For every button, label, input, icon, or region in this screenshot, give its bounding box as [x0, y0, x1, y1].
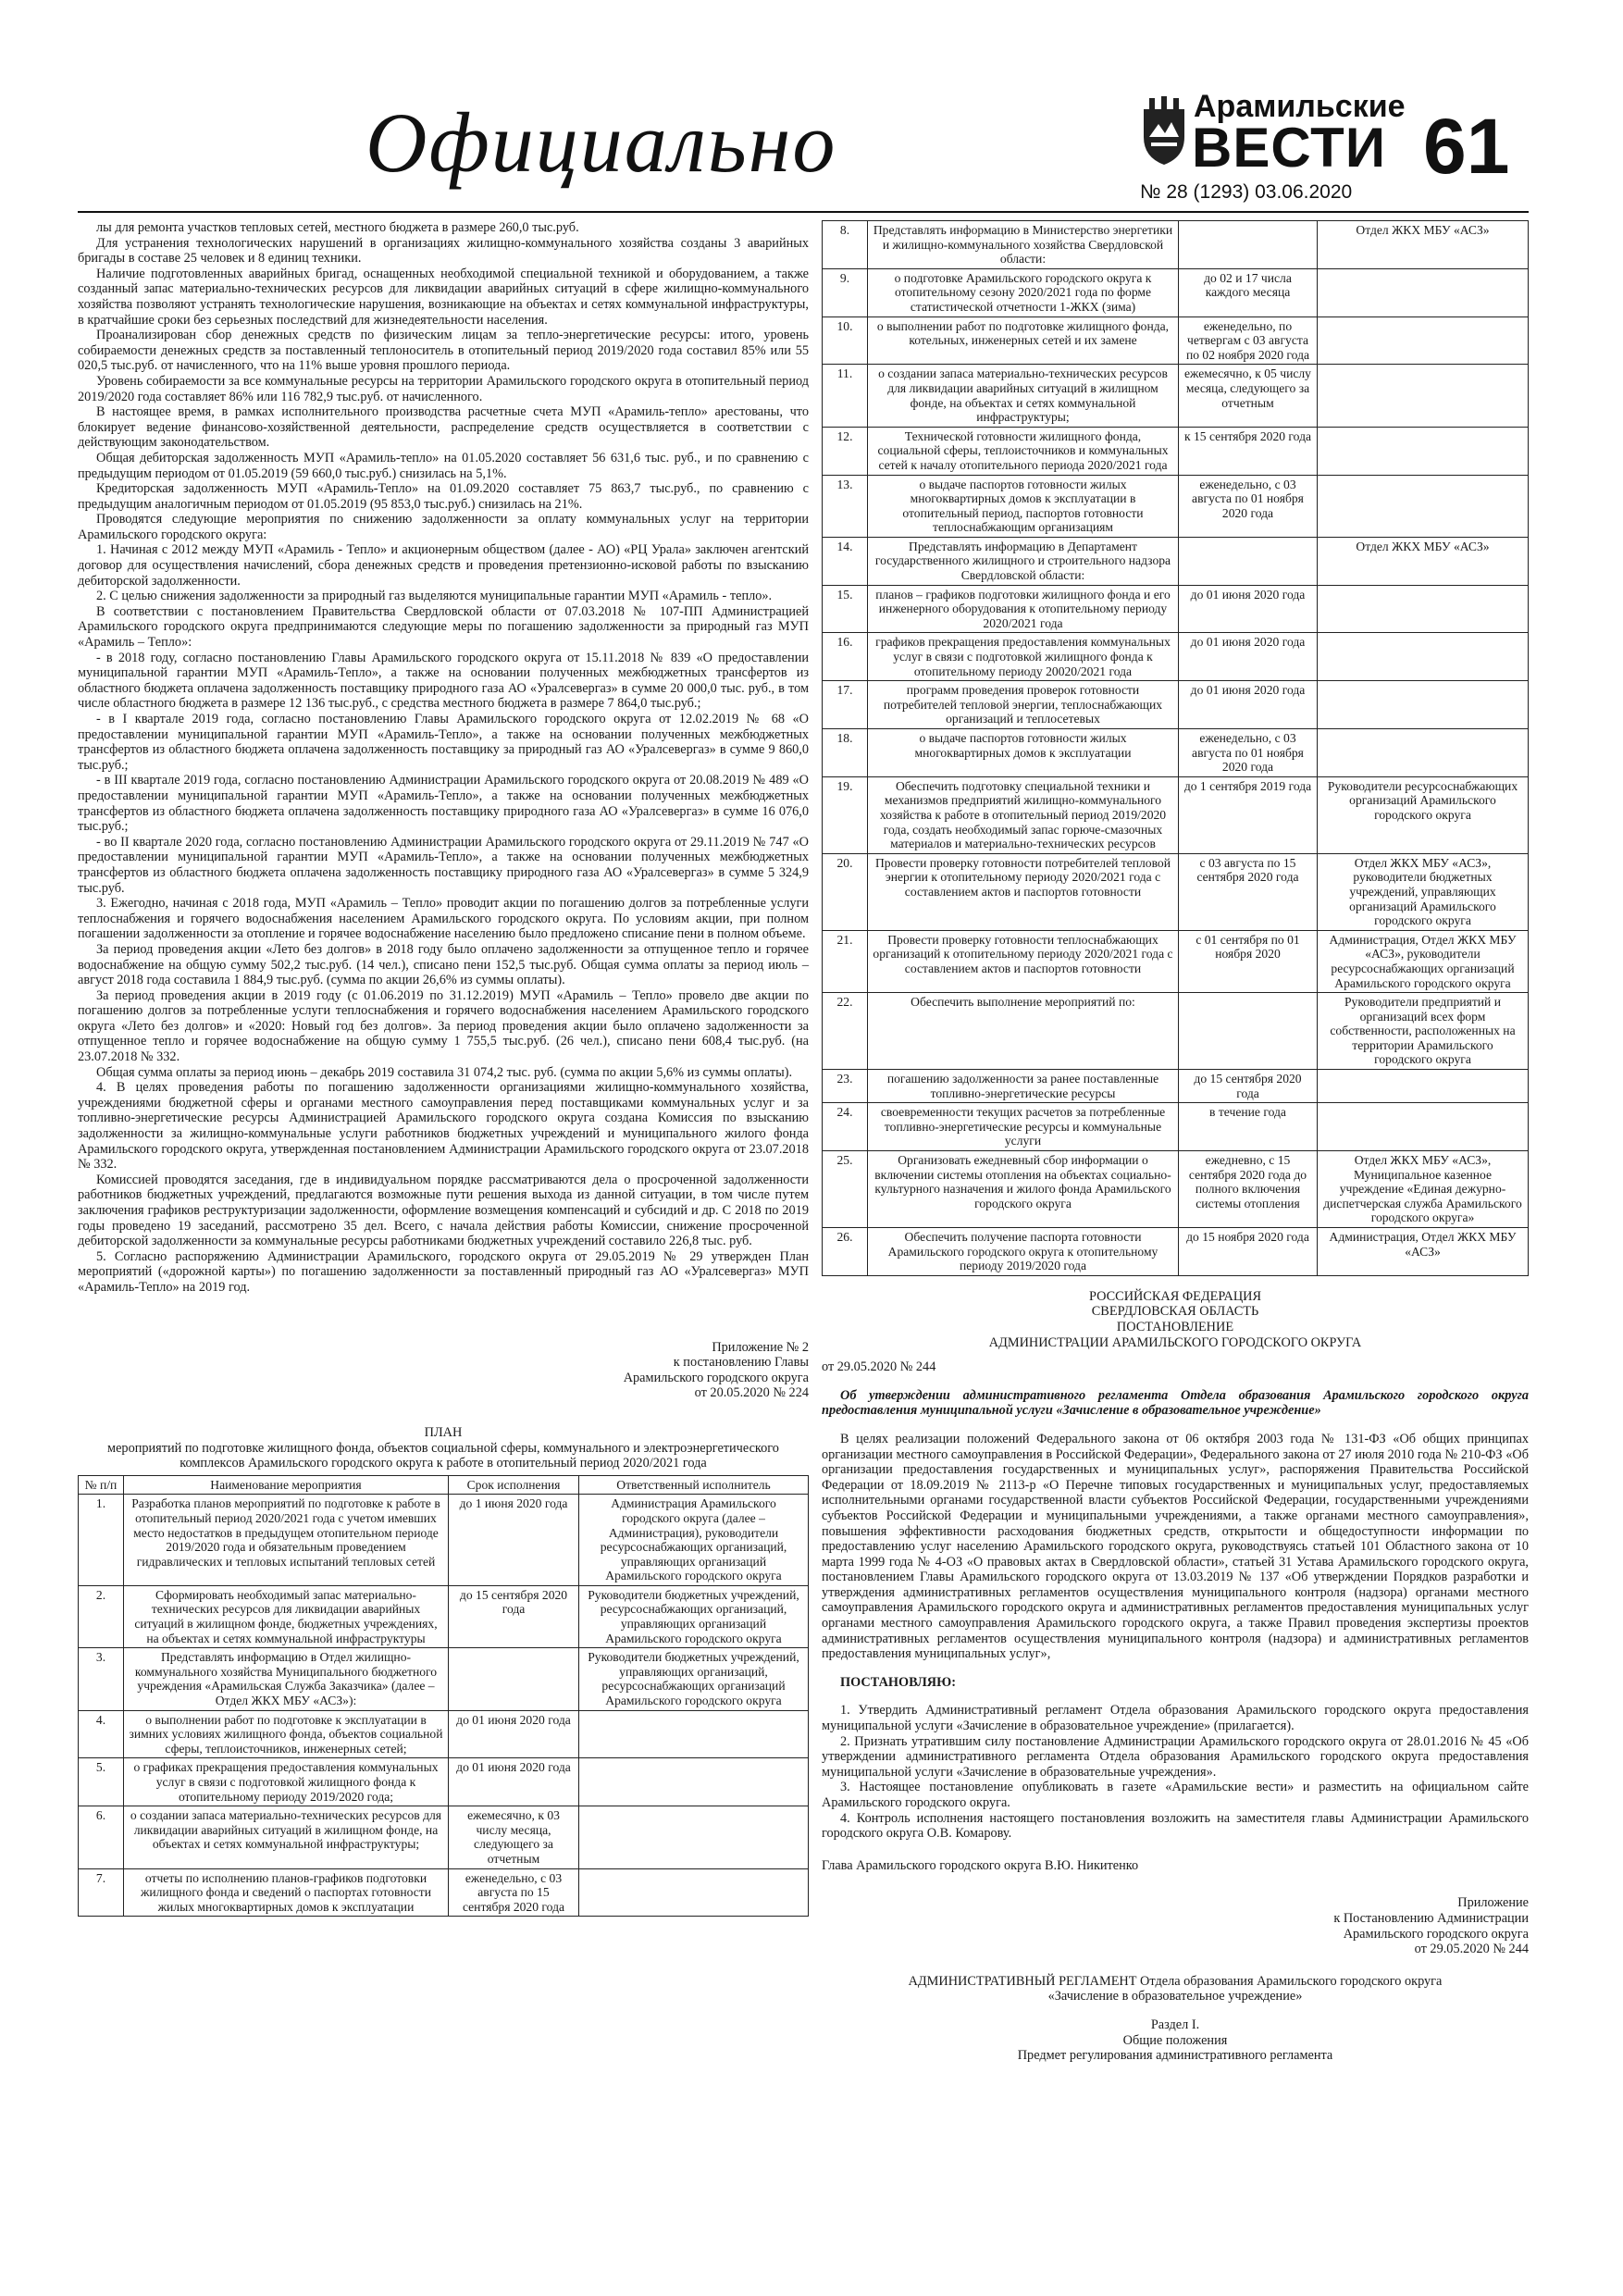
row-deadline: еженедельно, по четвергам с 03 августа по 02 ноября 2020 года [1179, 316, 1318, 365]
row-activity: о выдаче паспортов готовности жилых многоквартирных домов к эксплуатации в отопительный период, паспортов готовности теплоснабжающим организациям [868, 475, 1179, 537]
left-column [78, 220, 809, 1917]
heading-line: ПОСТАНОВЛЕНИЕ [1116, 1319, 1234, 1334]
annex-line: от 29.05.2020 № 244 [1414, 1942, 1529, 1957]
row-number: 2. [79, 1585, 124, 1647]
row-activity: о подготовке Арамильского городского округа к отопительному сезону 2020/2021 года по форме статистической отчетности 1-ЖКХ (зима) [868, 268, 1179, 316]
table-row [823, 633, 1529, 681]
row-activity: Представлять информацию в Отдел жилищно-коммунального хозяйства Муниципального бюджетного учреждения «Арамильская Служба Заказчика» (далее – Отдел ЖКХ МБУ «АСЗ»): [124, 1648, 449, 1710]
row-activity: Обеспечить выполнение мероприятий по: [868, 993, 1179, 1070]
row-number: 4. [79, 1710, 124, 1758]
newspaper-logo [1140, 89, 1406, 181]
row-activity: о графиках прекращения предоставления коммунальных услуг в связи с подготовкой жилищного фонда к отопительному периоду 2019/2020 года; [124, 1758, 449, 1806]
paragraph: Уровень собираемости за все коммунальные ресурсы на территории Арамильского городского округа в отопительный период 2019/2020 года составляет 86% или 116 782,9 тыс.руб. от начисленного. [78, 373, 809, 404]
row-number: 22. [823, 993, 868, 1070]
row-responsible [1318, 633, 1529, 681]
row-deadline: с 01 сентября по 01 ноября 2020 [1179, 930, 1318, 992]
row-responsible [579, 1710, 809, 1758]
decree-item: 2. Признать утратившим силу постановление Администрации Арамильского городского округа от 28.01.2016 № 45 «Об утверждении административного регламента Отдела образования Арамильского городского округа предоставления муниципальной услуги «Зачисление в образовательные учреждения». [822, 1733, 1529, 1780]
row-number: 6. [79, 1806, 124, 1868]
annex-line: Приложение [1457, 1895, 1529, 1911]
annex-line: к Постановлению Администрации [1333, 1910, 1529, 1926]
row-deadline: ежемесячно, к 05 числу месяца, следующего за отчетным [1179, 365, 1318, 427]
table-row [823, 537, 1529, 585]
table-row [823, 1151, 1529, 1228]
row-responsible [1318, 1103, 1529, 1151]
row-responsible [1318, 316, 1529, 365]
row-deadline: до 01 июня 2020 года [1179, 585, 1318, 633]
logo-wordmark-big: ВЕСТИ [1192, 117, 1386, 179]
plan-title: ПЛАН [424, 1424, 463, 1440]
row-activity: Сформировать необходимый запас материально-технических ресурсов для ликвидации аварийных ситуаций в жилищном фонде, бюджетных учреждениях, на объектах и сетях коммунальной инфраструктуры [124, 1585, 449, 1647]
plan-subtitle: мероприятий по подготовке жилищного фонда, объектов социальной сферы, коммунального и электроэнергетического комплексов Арамильского городского округа к работе в отопительный период 2020/2021 года [107, 1440, 779, 1471]
row-responsible: Руководители ресурсоснабжающих организаций Арамильского городского округа [1318, 776, 1529, 853]
row-deadline [1179, 537, 1318, 585]
row-deadline [1179, 993, 1318, 1070]
row-deadline: до 02 и 17 числа каждого месяца [1179, 268, 1318, 316]
heading-line: АДМИНИСТРАЦИИ АРАМИЛЬСКОГО ГОРОДСКОГО ОКРУГА [988, 1334, 1362, 1350]
row-activity: о выдаче паспортов готовности жилых многоквартирных домов к эксплуатации [868, 729, 1179, 777]
row-responsible: Руководители предприятий и организаций всех форм собственности, расположенных на территории Арамильского городского округа [1318, 993, 1529, 1070]
paragraph: Кредиторская задолженность МУП «Арамиль-Тепло» на 01.09.2020 составляет 75 863,7 тыс.руб., по сравнению с предыдущим аналогичным периодом от 01.05.2019 (95 853,0 тыс.руб.) снизилась на 21%. [78, 481, 809, 512]
row-number: 15. [823, 585, 868, 633]
row-responsible: Руководители бюджетных учреждений, управляющих организаций, ресурсоснабжающих организаций Арамильского городского округа [579, 1648, 809, 1710]
row-responsible [1318, 729, 1529, 777]
row-deadline [1179, 221, 1318, 269]
paragraph: За период проведения акции «Лето без долгов» в 2018 году было оплачено задолженности за отпущенное тепло и горячее водоснабжение на общую сумму 502,2 тыс.руб. (14 чел.), списано пени 152,5 тыс.руб. Общая сумма оплаты за период июль – август 2018 года составила 1 884,9 тыс.руб. (сумма по акции 26,6% из суммы оплаты). [78, 941, 809, 988]
row-activity: погашению задолженности за ранее поставленные топливно-энергетические ресурсы [868, 1070, 1179, 1103]
row-activity: о создании запаса материально-технических ресурсов для ликвидации аварийных ситуаций в жилищном фонде, на объектах и сетях коммунальной инфраструктуры; [124, 1806, 449, 1868]
row-number: 3. [79, 1648, 124, 1710]
paragraph: За период проведения акции в 2019 году (с 01.06.2019 по 31.12.2019) МУП «Арамиль – Тепло» провело две акции по погашению долгов за потребленные услуги теплоснабжения и горячего водоснабжения населением Арамильского городского округа «Лето без долгов» и «2020: Новый год без долгов». За период проведения акции было оплачено задолженности за отпущенное тепло и горячее водоснабжение на общую сумму 1 755,5 тыс.руб. (26 чел.), списано пени 608,4 тыс.руб. (на 23.07.2018 № 332. [78, 987, 809, 1065]
row-number: 1. [79, 1495, 124, 1586]
row-deadline: ежемесячно, к 03 числу месяца, следующего за отчетным [449, 1806, 579, 1868]
annex-line: Приложение № 2 [712, 1339, 809, 1355]
row-responsible: Отдел ЖКХ МБУ «АСЗ», руководители бюджетных учреждений, управляющих организаций Арамильского городского округа [1318, 853, 1529, 930]
row-deadline: до 15 сентября 2020 года [1179, 1070, 1318, 1103]
row-deadline: ежедневно, с 15 сентября 2020 года до полного включения системы отопления [1179, 1151, 1318, 1228]
row-number: 20. [823, 853, 868, 930]
table-row [79, 1758, 809, 1806]
paragraph: Общая дебиторская задолженность МУП «Арамиль-тепло» на 01.05.2020 составляет 56 631,6 тыс. руб., и по сравнению с предыдущим периодом от 01.05.2019 (59 660,0 тыс.руб.) снизилась на 5,1%. [78, 450, 809, 481]
row-activity: Обеспечить получение паспорта готовности Арамильского городского округа к отопительному периоду 2019/2020 года [868, 1228, 1179, 1276]
row-number: 10. [823, 316, 868, 365]
row-activity: своевременности текущих расчетов за потребленные топливно-энергетические ресурсы и коммунальные услуги [868, 1103, 1179, 1151]
row-number: 5. [79, 1758, 124, 1806]
row-activity: Разработка планов мероприятий по подготовке к работе в отопительный период 2020/2021 года с учетом имевших место недостатков в предыдущем отопительном периоде 2019/2020 года и обязательным проведением гидравлических и тепловых испытаний тепловых сетей [124, 1495, 449, 1586]
row-responsible [1318, 1070, 1529, 1103]
paragraph: - в I квартале 2019 года, согласно постановлению Главы Арамильского городского округа от 12.02.2019 № 68 «О предоставлении муниципальной гарантии МУП «Арамиль-Тепло», а также на основании полученных межбюджетных трансфертов из областного бюджета оплачена задолженность поставщику за природный газ АО «Уралсевергаз» в сумме 9 860,0 тыс.руб.; [78, 712, 809, 773]
report-text [78, 220, 809, 1296]
row-number: 21. [823, 930, 868, 992]
row-deadline: до 1 июня 2020 года [449, 1495, 579, 1586]
page-number: 61 [1423, 103, 1510, 190]
row-responsible [579, 1758, 809, 1806]
table-row [823, 729, 1529, 777]
row-responsible [1318, 475, 1529, 537]
decree-items [822, 1703, 1529, 1841]
heading-line: РОССИЙСКАЯ ФЕДЕРАЦИЯ [1089, 1288, 1261, 1304]
row-activity: о выполнении работ по подготовке к эксплуатации в зимних условиях жилищного фонда, объектов социальной сферы, теплоисточников, инженерных сетей; [124, 1710, 449, 1758]
table-row [823, 475, 1529, 537]
paragraph: - в 2018 году, согласно постановлению Главы Арамильского городского округа от 15.11.2018 № 839 «О предоставлении муниципальной гарантии МУП «Арамиль-Тепло», а также на основании полученных межбюджетных трансфертов из областного бюджета оплачена задолженность поставщику природного газа АО «Уралсевергаз» в сумме 20 000,0 тыс. руб., в том числе областного бюджета в размере 12 136 тыс.руб., с средства местного бюджета в размере 7 864,0 тыс.руб.; [78, 650, 809, 712]
row-deadline: еженедельно, с 03 августа по 01 ноября 2020 года [1179, 475, 1318, 537]
row-number: 24. [823, 1103, 868, 1151]
row-responsible [1318, 365, 1529, 427]
row-activity: Обеспечить подготовку специальной техники и механизмов предприятий жилищно-коммунального хозяйства к работе в отопительный период 2019/2020 года, создать необходимый запас горюче-смазочных материалов и материально-технических ресурсов [868, 776, 1179, 853]
row-number: 16. [823, 633, 868, 681]
table-row [823, 585, 1529, 633]
paragraph: лы для ремонта участков тепловых сетей, местного бюджета в размере 260,0 тыс.руб. [96, 220, 579, 235]
col-deadline-header: Срок исполнения [449, 1475, 579, 1495]
row-deadline [449, 1648, 579, 1710]
table-row [823, 427, 1529, 475]
table-row [823, 316, 1529, 365]
logo-wordmark-small: Арамильские [1194, 89, 1406, 124]
table-row [823, 681, 1529, 729]
regulation-title-line: «Зачисление в образовательное учреждение» [1047, 1989, 1303, 2004]
row-number: 25. [823, 1151, 868, 1228]
row-deadline: в течение года [1179, 1103, 1318, 1151]
row-responsible [579, 1806, 809, 1868]
row-responsible [1318, 427, 1529, 475]
row-number: 23. [823, 1070, 868, 1103]
row-responsible: Отдел ЖКХ МБУ «АСЗ» [1318, 537, 1529, 585]
paragraph: 3. Ежегодно, начиная с 2018 года, МУП «Арамиль – Тепло» проводит акции по погашению долгов за потребленные услуги теплоснабжения и горячего водоснабжения населением Арамильского городского округа. По условиям акции, при полном погашении задолженности за отопление и горячее водоснабжение населению было предложено списание пени в полном объеме. [78, 896, 809, 942]
row-number: 12. [823, 427, 868, 475]
section-line: Раздел I. [1150, 2017, 1200, 2032]
decree-item: 1. Утвердить Административный регламент Отдела образования Арамильского городского округа предоставления муниципальной услуги «Зачисление в образовательное учреждение» (прилагается). [822, 1703, 1529, 1734]
paragraph: Для устранения технологических нарушений в организациях жилищно-коммунального хозяйства созданы 3 аварийных бригады в составе 25 человек и 8 единиц техники. [78, 235, 809, 267]
row-number: 9. [823, 268, 868, 316]
row-number: 17. [823, 681, 868, 729]
decree-annex-block [822, 1895, 1529, 1956]
row-number: 7. [79, 1868, 124, 1917]
paragraph: Проанализирован сбор денежных средств по физическим лицам за тепло-энергетические ресурсы: итого, уровень собираемости денежных средств за поставленный теплоноситель в отопительный период 2019/2020 года составил 85% или 55 020,5 тыс.руб. от начисленного, что на 11% выше уровня прошлого периода. [78, 328, 809, 374]
row-deadline: до 01 июня 2020 года [1179, 633, 1318, 681]
row-activity: планов – графиков подготовки жилищного фонда и его инженерного оборудования к отопительному периоду 2020/2021 года [868, 585, 1179, 633]
decree-date: от 29.05.2020 № 244 [822, 1359, 936, 1375]
table-header-row [79, 1475, 809, 1495]
table-row [79, 1585, 809, 1647]
row-deadline: до 15 ноября 2020 года [1179, 1228, 1318, 1276]
row-activity: Провести проверку готовности теплоснабжающих организаций к отопительному периоду 2020/2021 года с составлением актов и паспортов готовности [868, 930, 1179, 992]
row-responsible [1318, 268, 1529, 316]
table-row [823, 776, 1529, 853]
decree-item: 3. Настоящее постановление опубликовать в газете «Арамильские вести» и разместить на официальном сайте Арамильского городского округа. [822, 1780, 1529, 1810]
table-row [823, 268, 1529, 316]
row-responsible: Администрация Арамильского городского округа (далее – Администрация), руководители ресурсоснабжающих организаций, управляющих организаций Арамильского городского округа [579, 1495, 809, 1586]
decree-word: ПОСТАНОВЛЯЮ: [840, 1674, 956, 1690]
paragraph: Наличие подготовленных аварийных бригад, оснащенных необходимой специальной техникой и оборудованием, а также созданный запас материально-технических ресурсов для ликвидации аварийных ситуаций в сфере жилищно-коммунального хозяйства позволяют устранять технологические нарушения, возникающие на объектах и сетях коммунальной инфраструктуры, в кратчайшие сроки без серьезных последствий для жизнедеятельности населения. [78, 266, 809, 328]
plan-table-part-2 [822, 220, 1529, 1276]
paragraph: В настоящее время, в рамках исполнительного производства расчетные счета МУП «Арамиль-тепло» арестованы, что блокирует ведение финансово-хозяйственной деятельности, распределение средств осуществляется в соответствии с действующим законодательством. [78, 404, 809, 451]
paragraph: Проводятся следующие мероприятия по снижению задолженности за оплату коммунальных услуг на территории Арамильского городского округа: [78, 512, 809, 542]
paragraph: 1. Начиная с 2012 между МУП «Арамиль - Тепло» и акционерным обществом (далее - АО) «РЦ Урала» заключен агентский договор для осуществления начислений, сбора денежных средств и проведения претензионно-исковой работы по взысканию дебиторской задолженности. [78, 542, 809, 589]
row-responsible: Отдел ЖКХ МБУ «АСЗ», Муниципальное казенное учреждение «Единая дежурно-диспетчерская служба Арамильского городского округа» [1318, 1151, 1529, 1228]
row-number: 19. [823, 776, 868, 853]
row-responsible: Руководители бюджетных учреждений, ресурсоснабжающих организаций, управляющих организаций Арамильского городского округа [579, 1585, 809, 1647]
row-deadline: до 15 сентября 2020 года [449, 1585, 579, 1647]
row-deadline: до 01 июня 2020 года [449, 1710, 579, 1758]
row-number: 14. [823, 537, 868, 585]
row-number: 26. [823, 1228, 868, 1276]
paragraph: 4. В целях проведения работы по погашению задолженности организациями жилищно-коммунального хозяйства, учреждениями бюджетной сферы и органами местного самоуправления перед поставщиками коммунальных услуг и за топливно-энергетические ресурсы Администрацией Арамильского городского округа создана Комиссия по взысканию задолженности за жилищно-коммунальные услуги работников бюджетных учреждений и муниципального жилого фонда Арамильского городского округа, утвержденная постановлением Администрации Арамильского городского округа от 23.07.2018 № 332. [78, 1080, 809, 1173]
row-responsible [1318, 681, 1529, 729]
paragraph: Общая сумма оплаты за период июнь – декабрь 2019 составила 31 074,2 тыс. руб. (сумма по акции 5,6% из суммы оплаты). [96, 1064, 793, 1080]
table-row [823, 221, 1529, 269]
row-activity: о выполнении работ по подготовке жилищного фонда, котельных, инженерных сетей и их замене [868, 316, 1179, 365]
row-responsible: Отдел ЖКХ МБУ «АСЗ» [1318, 221, 1529, 269]
table-row [79, 1710, 809, 1758]
row-deadline: еженедельно, с 03 августа по 15 сентября 2020 года [449, 1868, 579, 1917]
table-row [823, 365, 1529, 427]
row-activity: Представлять информацию в Департамент государственного жилищного и строительного надзора Свердловской области: [868, 537, 1179, 585]
row-deadline: к 15 сентября 2020 года [1179, 427, 1318, 475]
paragraph: - во II квартале 2020 года, согласно постановлению Администрации Арамильского городского округа от 29.11.2019 № 747 «О предоставлении муниципальной гарантии МУП «Арамиль-Тепло», а также на основании полученных межбюджетных трансфертов из областного бюджета оплачена задолженность поставщику природного газа АО «Уралсевергаз» в сумме 5 324,9 тыс.руб. [78, 834, 809, 896]
row-activity: Организовать ежедневный сбор информации о включении системы отопления на объектах социально-культурного назначения и жилого фонда Арамильского городского округа [868, 1151, 1179, 1228]
section-heading [822, 2017, 1529, 2064]
col-activity-header: Наименование мероприятия [124, 1475, 449, 1495]
row-activity: графиков прекращения предоставления коммунальных услуг в связи с подготовкой жилищного фонда к отопительному периоду 20020/2021 года [868, 633, 1179, 681]
row-activity: отчеты по исполнению планов-графиков подготовки жилищного фонда и сведений о паспортах готовности жилых многоквартирных домов к эксплуатации [124, 1868, 449, 1917]
row-activity: программ проведения проверок готовности потребителей тепловой энергии, теплоснабжающих организаций и теплосетевых [868, 681, 1179, 729]
regulation-title-line: АДМИНИСТРАТИВНЫЙ РЕГЛАМЕНТ Отдела образования Арамильского городского округа [908, 1973, 1443, 1989]
plan-table-part-1 [78, 1475, 809, 1917]
row-activity: Провести проверку готовности потребителей тепловой энергии к отопительному периоду 2020/2021 года с составлением актов и паспортов готовности [868, 853, 1179, 930]
regulation-title [822, 1974, 1529, 2004]
row-deadline: до 1 сентября 2019 года [1179, 776, 1318, 853]
table-row [823, 993, 1529, 1070]
table-row [823, 853, 1529, 930]
table-row [79, 1806, 809, 1868]
row-number: 18. [823, 729, 868, 777]
annex-line: от 20.05.2020 № 224 [694, 1385, 809, 1401]
row-activity: Технической готовности жилищного фонда, социальной сферы, теплоисточников и коммунальных сетей к началу отопительного периода 2020/2021 года [868, 427, 1179, 475]
col-number-header: № п/п [79, 1475, 124, 1495]
row-responsible: Администрация, Отдел ЖКХ МБУ «АСЗ» [1318, 1228, 1529, 1276]
table-row [823, 1228, 1529, 1276]
annex-line: к постановлению Главы [673, 1355, 809, 1371]
signature: Глава Арамильского городского округа В.Ю. Никитенко [822, 1857, 1139, 1873]
section-title: Официально [365, 95, 837, 190]
table-row [823, 1070, 1529, 1103]
decree-intro: В целях реализации положений Федерального закона от 06 октября 2003 года № 131-ФЗ «Об общих принципах организации местного самоуправления в Российской Федерации», Федерального закона от 27 июля 2010 года № 210-ФЗ «Об организации предоставления государственных и муниципальных услуг», распоряжения Правительства Российской Федерации от 18.09.2019 № 2113-р «О Перечне типовых государственных и муниципальных услуг, предоставляемых исполнительными органами государственной власти субъектов Российской Федерации, государственными учреждениями субъектов Российской Федерации и муниципальными учреждениями, а также органами местного самоуправления», повышения эффективности расходования бюджетных средств, открытости и общедоступности информации по предоставлению услуг населению Арамильского городского округа, руководствуясь статьей 101 Областного закона от 10 марта 1999 года № 4-ОЗ «О правовых актах в Свердловской области», статьей 31 Устава Арамильского городского округа, постановлением Главы Арамильского городского округа от 13.03.2019 № 137 «Об утверждении Порядков разработки и утверждения административных регламентов осуществления муниципального контроля (надзора) органами местного самоуправления Арамильского городского округа и административных регламентов предоставления муниципальных услуг органами местного самоуправления Арамильского городского округа, а также Правил проведения экспертизы проектов административных регламентов осуществления муниципального контроля (надзора) и административных регламентов предоставления муниципальных услуг», [822, 1431, 1529, 1662]
row-activity: о создании запаса материально-технических ресурсов для ликвидации аварийных ситуаций в жилищном фонде, на объектах и сетях коммунальной инфраструктуры; [868, 365, 1179, 427]
row-responsible [579, 1868, 809, 1917]
paragraph: Комиссией проводятся заседания, где в индивидуальном порядке рассматриваются дела о просроченной задолженности работников бюджетных учреждений, предлагаются возможные пути решения выхода из данной ситуации, в том числе путем заключения графиков реструктуризации задолженности, оформление возмещения компенсаций и субсидий и др. С 2018 по 2019 годы проведено 19 заседаний, рассмотрено 35 дел. Всего, с начала действия работы Комиссии, снижение просроченной дебиторской задолженности за коммунальные ресурсы работниками бюджетных учреждений составило 226,8 тыс. руб. [78, 1172, 809, 1249]
decree-heading [822, 1289, 1529, 1350]
right-column [822, 220, 1529, 2064]
header-rule [78, 211, 1529, 213]
row-deadline: до 01 июня 2020 года [1179, 681, 1318, 729]
row-activity: Представлять информацию в Министерство энергетики и жилищно-коммунального хозяйства Свердловской области: [868, 221, 1179, 269]
annex-2-block [78, 1340, 809, 1401]
table-row [79, 1868, 809, 1917]
paragraph: В соответствии с постановлением Правительства Свердловской области от 07.03.2018 № 107-ПП Администрацией Арамильского городского округа предпринимаются следующие меры по погашению задолженности за природный газ МУП «Арамиль – Тепло»: [78, 603, 809, 651]
section-line: Предмет регулирования административного регламента [1017, 2048, 1333, 2064]
table-row [79, 1495, 809, 1586]
section-line: Общие положения [1122, 2032, 1228, 2048]
paragraph: 5. Согласно распоряжению Администрации Арамильского, городского округа от 29.05.2019 № 29 утвержден План мероприятий («дорожной карты») по погашению задолженности за поставленный природный газ АО «Уралсевергаз» МУП «Арамиль-Тепло» на 2019 год. [78, 1248, 809, 1295]
paragraph: - в III квартале 2019 года, согласно постановлению Администрации Арамильского городского округа от 20.08.2019 № 489 «О предоставлении муниципальной гарантии МУП «Арамиль-Тепло», а также на основании полученных межбюджетных трансфертов из областного бюджета оплачена задолженность поставщику природного газа АО «Уралсевергаз» в сумме 16 076,0 тыс.руб.; [78, 773, 809, 835]
row-number: 13. [823, 475, 868, 537]
heading-line: СВЕРДЛОВСКАЯ ОБЛАСТЬ [1091, 1304, 1259, 1320]
row-deadline: еженедельно, с 03 августа по 01 ноября 2020 года [1179, 729, 1318, 777]
row-deadline: с 03 августа по 15 сентября 2020 года [1179, 853, 1318, 930]
row-deadline: до 01 июня 2020 года [449, 1758, 579, 1806]
issue-number: № 28 (1293) 03.06.2020 [1140, 181, 1353, 203]
row-responsible [1318, 585, 1529, 633]
coat-of-arms-icon [1140, 96, 1188, 167]
row-number: 11. [823, 365, 868, 427]
annex-line: Арамильского городского округа [623, 1370, 809, 1385]
table-row [79, 1648, 809, 1710]
decree-item: 4. Контроль исполнения настоящего постановления возложить на заместителя главы Администрации Арамильского городского округа О.В. Комарову. [822, 1810, 1529, 1842]
table-row [823, 1103, 1529, 1151]
annex-line: Арамильского городского округа [1343, 1926, 1529, 1942]
row-number: 8. [823, 221, 868, 269]
row-responsible: Администрация, Отдел ЖКХ МБУ «АСЗ», руководители ресурсоснабжающих организаций Арамильского городского округа [1318, 930, 1529, 992]
paragraph: 2. С целью снижения задолженности за природный газ выделяются муниципальные гарантии МУП «Арамиль - тепло». [96, 589, 773, 604]
col-responsible-header: Ответственный исполнитель [579, 1475, 809, 1495]
decree-title: Об утверждении административного регламента Отдела образования Арамильского городского округа предоставления муниципальной услуги «Зачисление в образовательное учреждение» [822, 1387, 1529, 1419]
table-row [823, 930, 1529, 992]
